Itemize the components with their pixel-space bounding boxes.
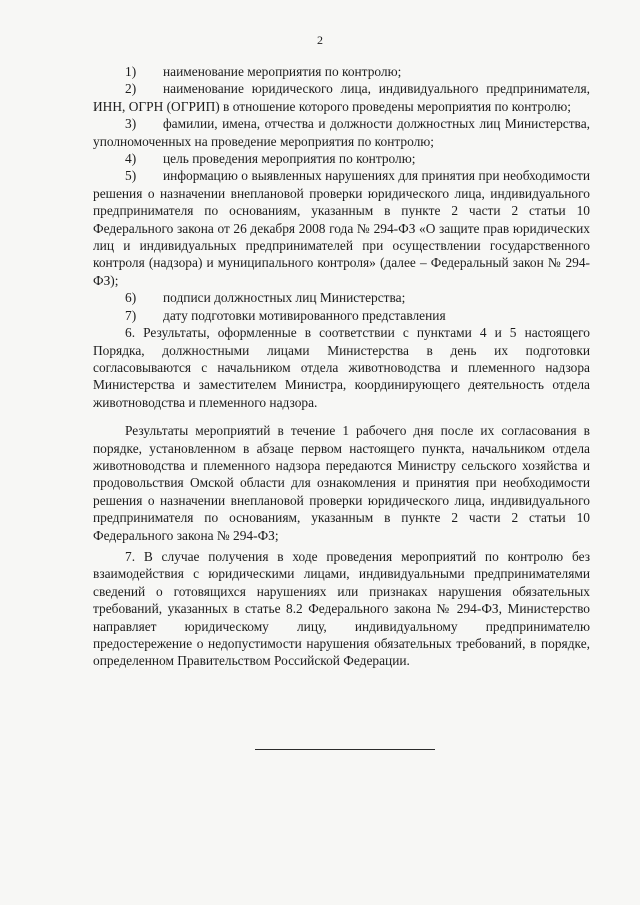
list-item-5 (93, 167, 590, 289)
list-item-number: 1) (125, 64, 137, 79)
paragraph-6: 6. Результаты, оформленные в соответствии с пунктами 4 и 5 настоящего Порядка, должностными лицами Министерства в день их подготовки согласовываются с начальником отдела животноводства и племенного надзора Министерства и заместителем Министра, координирующего деятельность отдела животноводства и племенного надзора. (93, 325, 590, 410)
list-item-number: 5) (125, 168, 137, 184)
page-number: 2 (317, 33, 323, 47)
list-item-number: 4) (125, 151, 137, 167)
list-item-text: наименование мероприятия по контролю; (163, 64, 402, 79)
closing-rule (255, 749, 435, 750)
list-item-text: информацию о выявленных нарушениях для принятия при необходимости решения о назначении внеплановой проверки юридического лица, индивидуального предпринимателя по основаниям, указанным в пункте 2 части 2 статьи 10 Федерального закона от 26 декабря 2008 года № 294-ФЗ «О защите прав юридических лиц и индивидуальных предпринимателей при осуществлении государственного контроля (надзора) и муниципального контроля» (далее – Федеральный закон № 294-ФЗ); (93, 168, 590, 288)
paragraph-6-second: Результаты мероприятий в течение 1 рабочего дня после их согласования в порядке, установленном в абзаце первом настоящего пункта, начальником отдела животноводства и племенного надзора передаются Министру сельского хозяйства и продовольствия Омской области для ознакомления и принятия при необходимости решения о назначении внеплановой проверки юридического лица, индивидуального предпринимателя по основаниям, указанным в пункте 2 части 2 статьи 10 Федерального закона № 294-ФЗ; (93, 423, 590, 543)
list-item-2 (93, 80, 590, 115)
list-item-text: дату подготовки мотивированного представления (163, 307, 446, 323)
list-item-7 (93, 307, 590, 324)
list-item-6 (93, 289, 590, 306)
list-item-number: 2) (125, 81, 137, 97)
list-item-text: подписи должностных лиц Министерства; (163, 290, 406, 306)
list-item-text: цель проведения мероприятия по контролю; (163, 151, 416, 167)
list-item-1 (93, 63, 590, 80)
list-item-number: 3) (125, 116, 137, 132)
list-item-number: 6) (125, 290, 137, 306)
paragraph-7: 7. В случае получения в ходе проведения мероприятий по контролю без взаимодействия с юридическими лицами, индивидуальными предпринимателями сведений о готовящихся нарушениях или признаках нарушения обязательных требований, указанных в статье 8.2 Федерального закона № 294-ФЗ, Министерство направляет юридическому лицу, индивидуальному предпринимателю предостережение о недопустимости нарушения обязательных требований, в порядке, определенном Правительством Российской Федерации. (93, 548, 590, 669)
list-item-4 (93, 150, 590, 167)
list-item-3 (93, 115, 590, 150)
list-item-text: фамилии, имена, отчества и должности должностных лиц Министерства, уполномоченных на проведение мероприятия по контролю; (93, 116, 590, 149)
list-item-text: наименование юридического лица, индивидуального предпринимателя, ИНН, ОГРН (ОГРИП) в отношение которого проведены мероприятия по контролю; (93, 81, 590, 114)
list-item-number: 7) (125, 307, 137, 323)
document-body (93, 63, 590, 670)
